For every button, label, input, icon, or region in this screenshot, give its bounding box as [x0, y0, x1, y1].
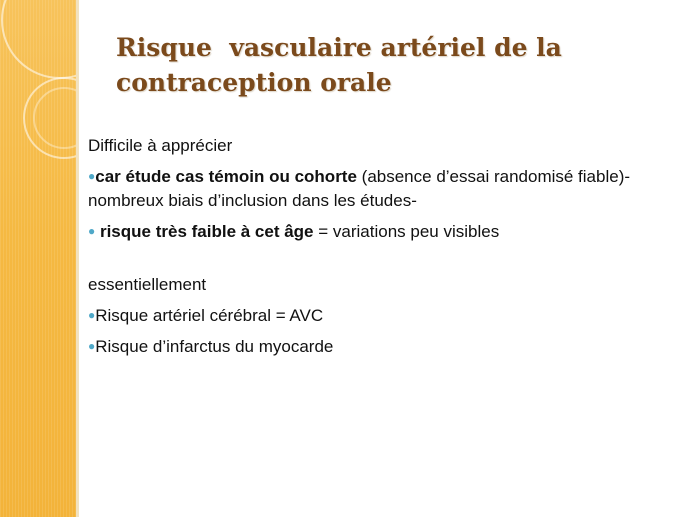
circle-arc-large: [2, 0, 76, 78]
bullet-1-text: (absence d’essai randomisé fiable)-nombreux biais d’inclusion dans les études-: [88, 167, 631, 210]
circle-arc-middle: [24, 78, 76, 158]
bullet-item-2: [88, 219, 668, 244]
bullet-dot-icon: ●: [88, 224, 96, 238]
circle-arc-inner: [34, 88, 76, 148]
bullet-2-bold-text: risque très faible à cet âge: [95, 222, 314, 241]
section-line: essentiellement: [88, 275, 207, 294]
bullet-dot-icon: ●: [88, 339, 96, 353]
bullet-4-text: Risque d’infarctus du myocarde: [95, 337, 334, 356]
decorative-circles: [0, 0, 76, 517]
slide-body: [88, 134, 668, 359]
slide-title: Risque vasculaire artériel de la contraception orale: [116, 33, 571, 97]
intro-line: Difficile à apprécier: [88, 136, 233, 155]
bullet-dot-icon: ●: [88, 169, 96, 183]
bullet-2-text: = variations peu visibles: [313, 222, 500, 241]
bullet-item-3: [88, 303, 668, 328]
bullet-1-bold-text: car étude cas témoin ou cohorte: [95, 167, 357, 186]
bullet-item-1: [88, 164, 668, 213]
decorative-side-band: [0, 0, 76, 517]
bullet-item-4: [88, 334, 668, 359]
bullet-dot-icon: ●: [88, 308, 96, 322]
band-edge: [76, 0, 79, 517]
bullet-3-text: Risque artériel cérébral = AVC: [95, 306, 324, 325]
